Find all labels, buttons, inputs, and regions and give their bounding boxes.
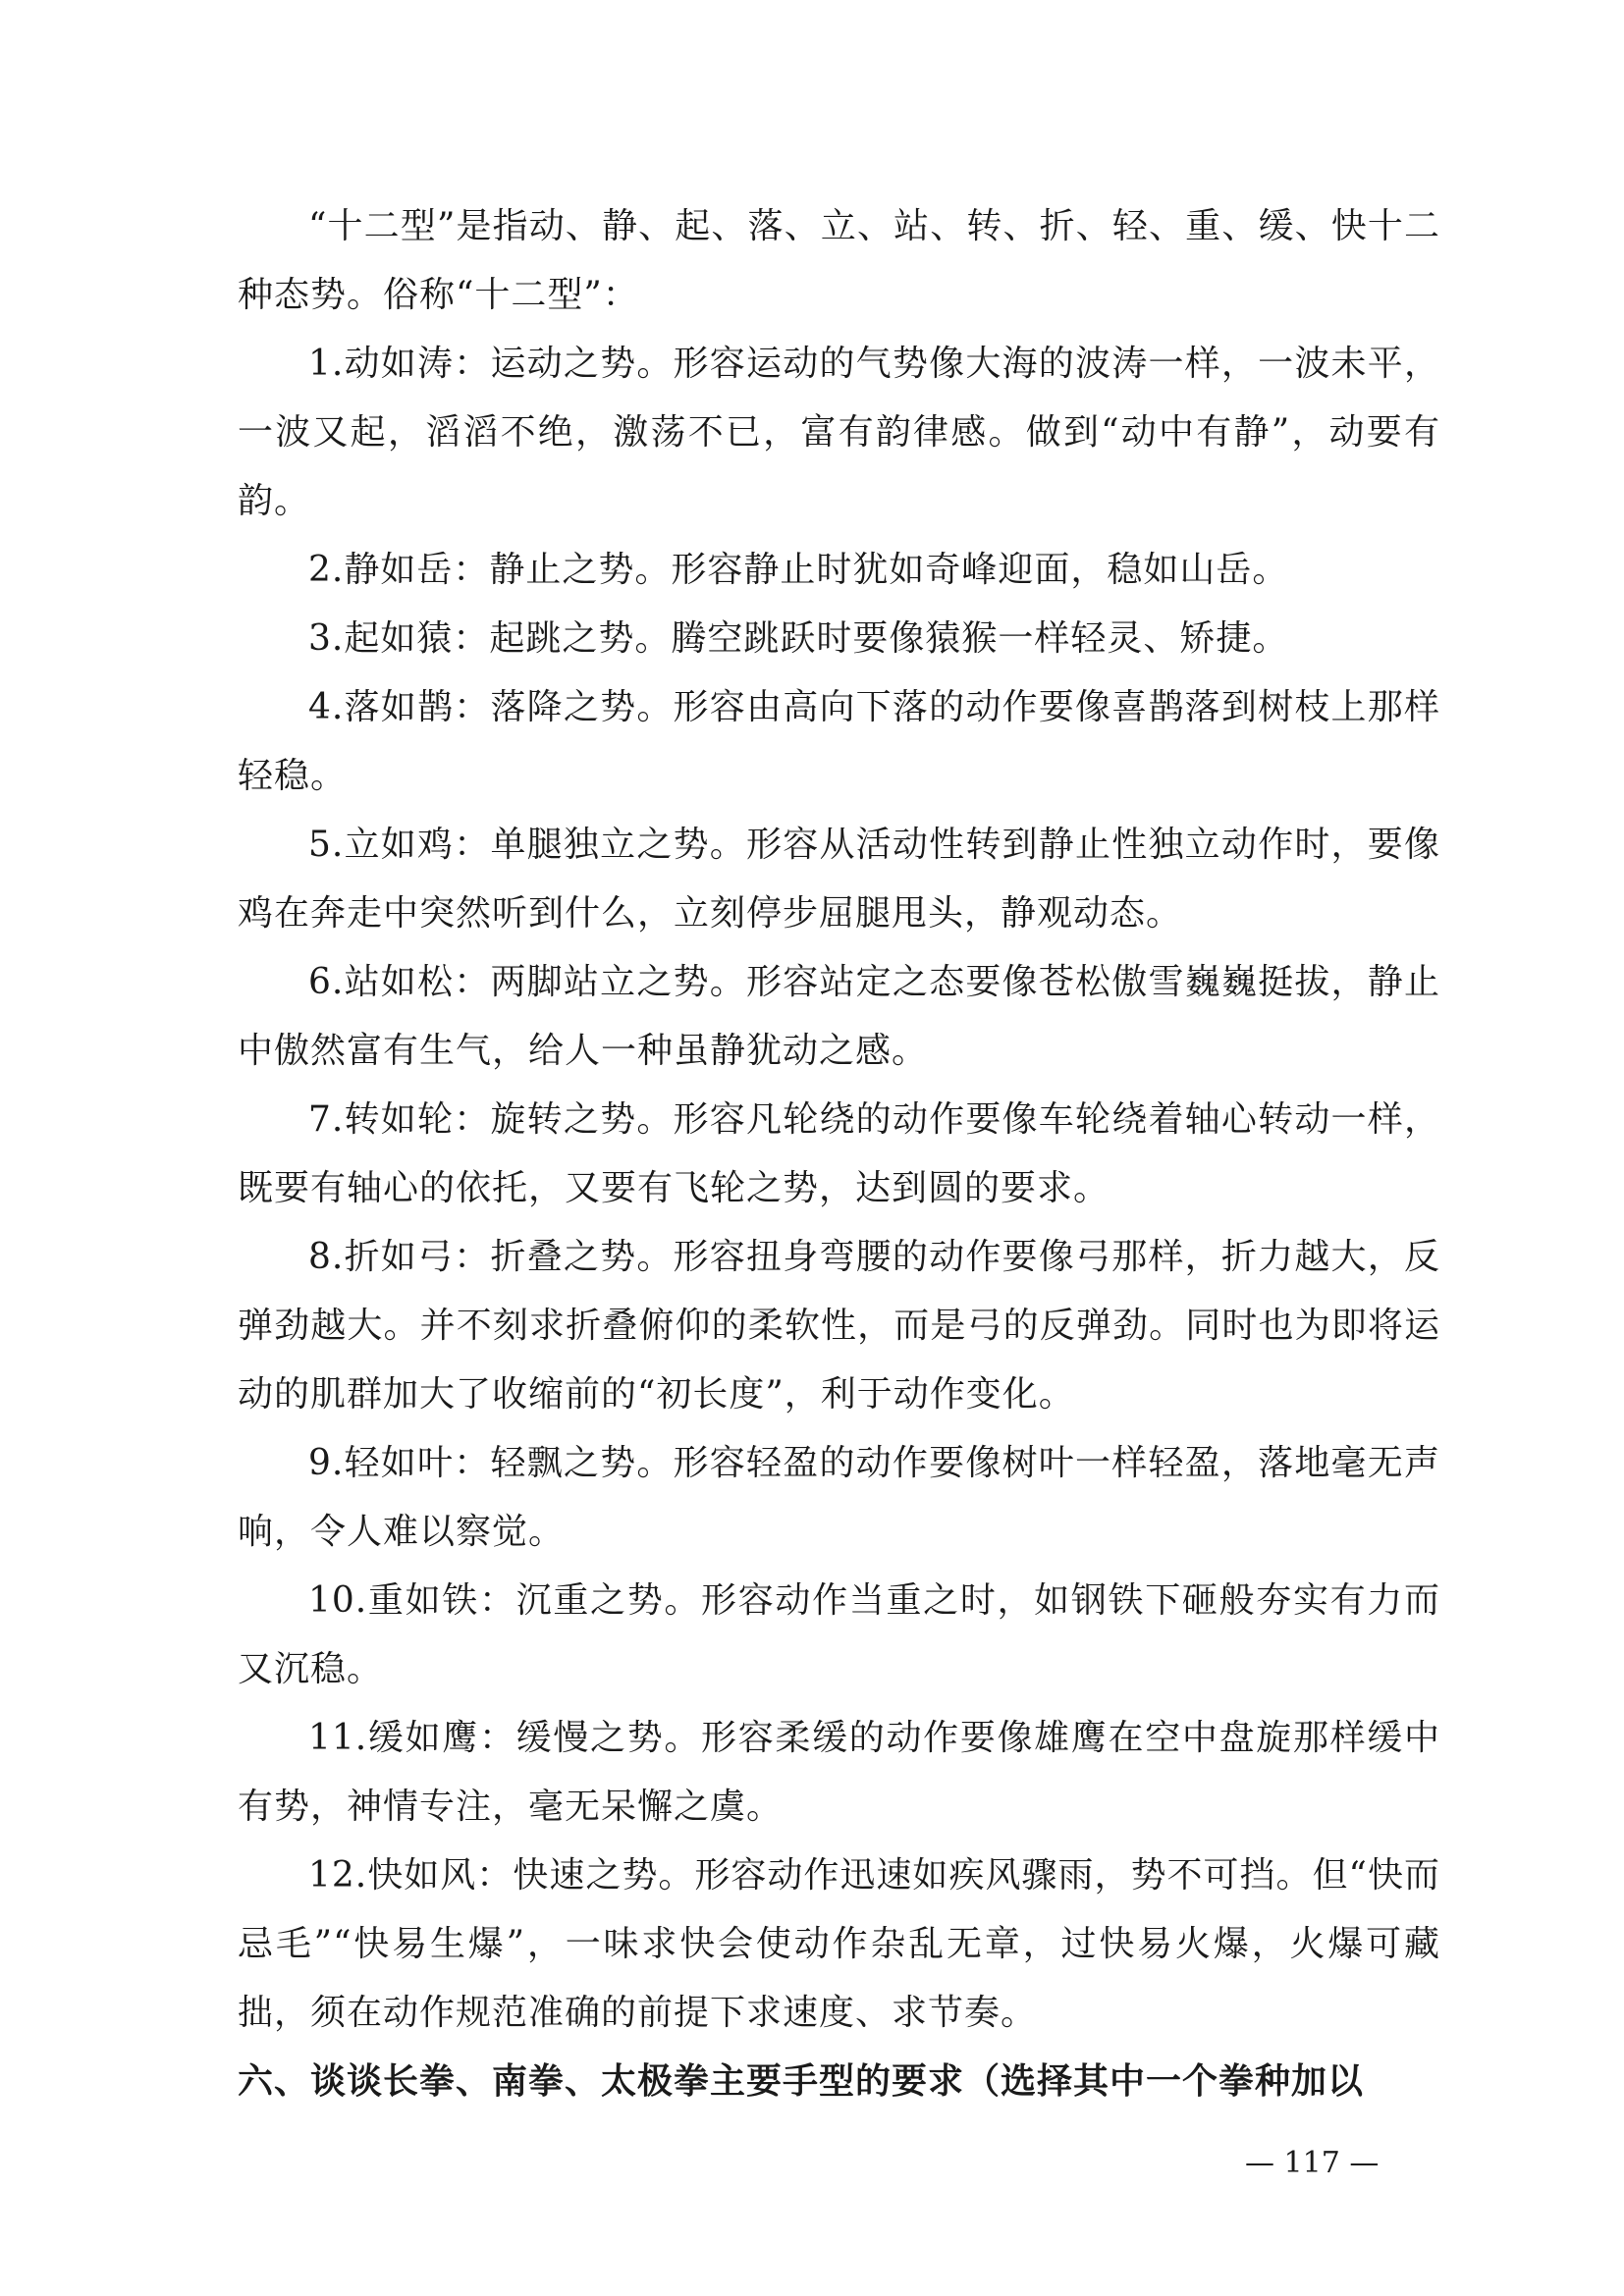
paragraph-item-3: 3.起如猿：起跳之势。腾空跳跃时要像猿猴一样轻灵、矫捷。 — [308, 618, 1289, 659]
paragraph-item-6: 6.站如松：两脚站立之势。形容站定之态要像苍松傲雪巍巍挺拔，静止中傲然富有生气，给人一种虽静犹动之感。 — [238, 962, 1440, 1071]
paragraph-item-4: 4.落如鹊：落降之势。形容由高向下落的动作要像喜鹊落到树枝上那样轻稳。 — [238, 687, 1440, 796]
paragraph-item-9: 9.轻如叶：轻飘之势。形容轻盈的动作要像树叶一样轻盈，落地毫无声响，令人难以察觉。 — [238, 1443, 1440, 1552]
paragraph-item-8: 8.折如弓：折叠之势。形容扭身弯腰的动作要像弓那样，折力越大，反弹劲越大。并不刻求折叠俯仰的柔软性，而是弓的反弹劲。同时也为即将运动的肌群加大了收缩前的“初长度”，利于动作变化。 — [238, 1237, 1440, 1415]
section-heading: 六、谈谈长拳、南拳、太极拳主要手型的要求（选择其中一个拳种加以 — [238, 2061, 1365, 2102]
paragraph-item-10: 10.重如铁：沉重之势。形容动作当重之时，如钢铁下砸般夯实有力而又沉稳。 — [238, 1580, 1440, 1689]
page-number: — 117 — — [1245, 2146, 1380, 2180]
paragraph-item-2: 2.静如岳：静止之势。形容静止时犹如奇峰迎面，稳如山岳。 — [308, 550, 1289, 590]
paragraph-item-1: 1.动如涛：运动之势。形容运动的气势像大海的波涛一样，一波未平，一波又起，滔滔不绝，激荡不已，富有韵律感。做到“动中有静”，动要有韵。 — [238, 344, 1440, 521]
paragraph-item-5: 5.立如鸡：单腿独立之势。形容从活动性转到静止性独立动作时，要像鸡在奔走中突然听到什么，立刻停步屈腿甩头，静观动态。 — [238, 825, 1440, 934]
document-body — [238, 192, 1440, 2116]
paragraph-item-11: 11.缓如鹰：缓慢之势。形容柔缓的动作要像雄鹰在空中盘旋那样缓中有势，神情专注，毫无呆懈之虞。 — [238, 1718, 1440, 1827]
paragraph-intro: “十二型”是指动、静、起、落、立、站、转、折、轻、重、缓、快十二种态势。俗称“十二型”： — [238, 206, 1440, 315]
paragraph-item-7: 7.转如轮：旋转之势。形容凡轮绕的动作要像车轮绕着轴心转动一样，既要有轴心的依托，又要有飞轮之势，达到圆的要求。 — [238, 1099, 1440, 1208]
paragraph-item-12: 12.快如风：快速之势。形容动作迅速如疾风骤雨，势不可挡。但“快而忌毛”“快易生爆”，一味求快会使动作杂乱无章，过快易火爆，火爆可藏拙，须在动作规范准确的前提下求速度、求节奏。 — [238, 1855, 1440, 2033]
